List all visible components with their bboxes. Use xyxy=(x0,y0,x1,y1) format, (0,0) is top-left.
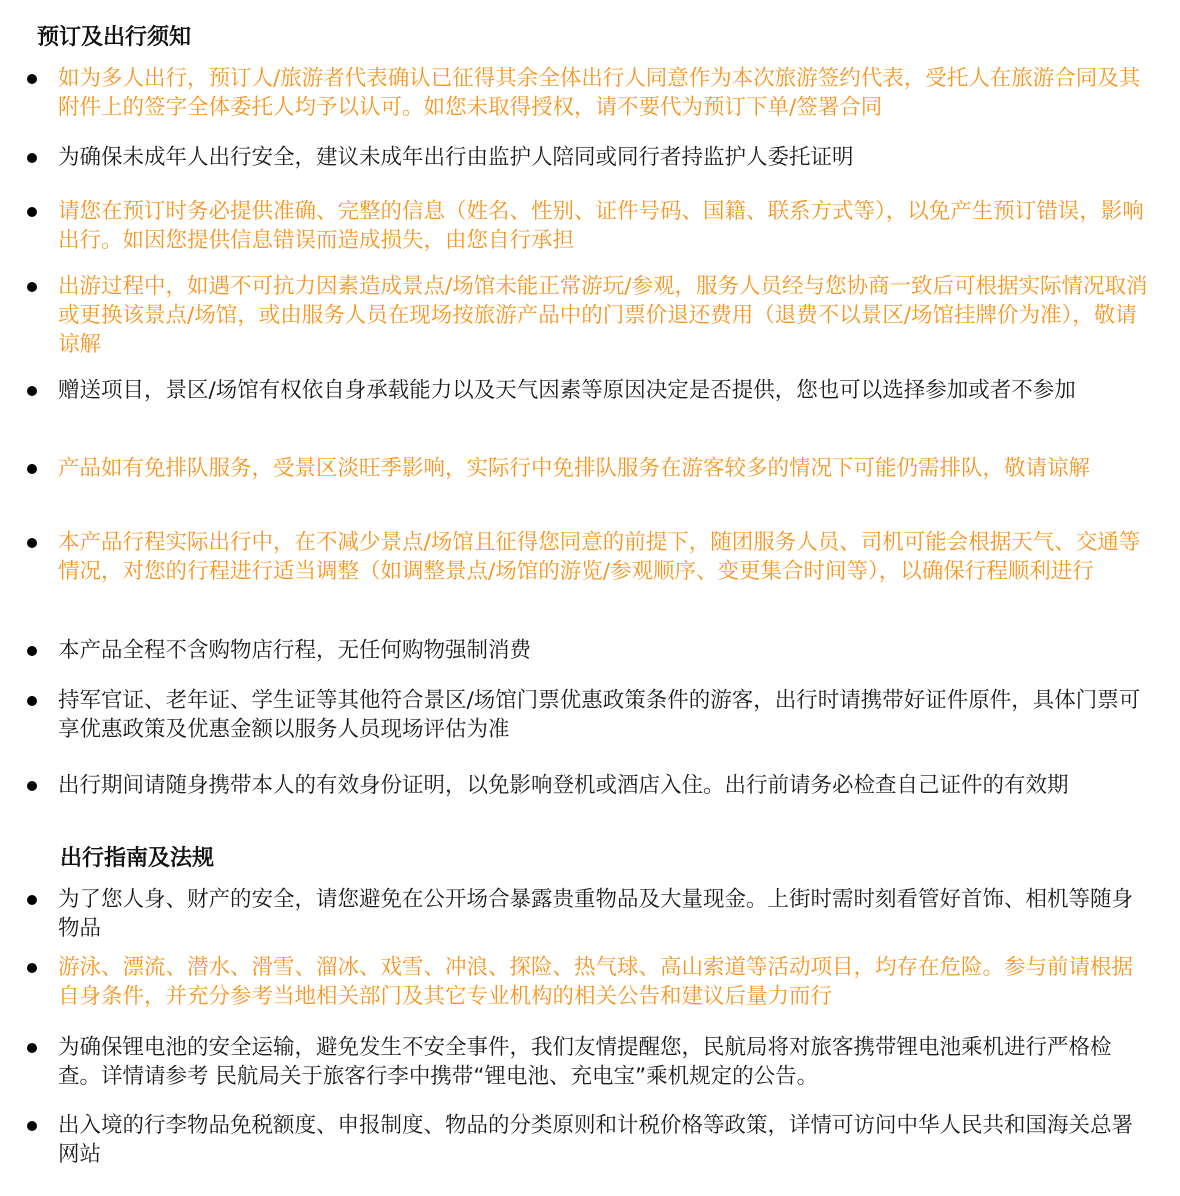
bullet-icon xyxy=(27,1121,37,1131)
list-item xyxy=(58,953,1148,1011)
bullet-icon xyxy=(27,74,37,84)
list-item xyxy=(58,1033,1148,1091)
list-item xyxy=(58,528,1148,586)
list-item xyxy=(58,64,1148,122)
bullet-icon xyxy=(27,963,37,973)
list-item-text: 本产品行程实际出行中，在不减少景点/场馆且征得您同意的前提下，随团服务人员、司机可能会根据天气、交通等情况，对您的行程进行适当调整（如调整景点/场馆的游览/参观顺序、变更集合时间等），以确保行程顺利进行 xyxy=(58,530,1141,584)
list-item-text: 产品如有免排队服务，受景区淡旺季影响，实际行中免排队服务在游客较多的情况下可能仍需排队，敬请谅解 xyxy=(58,456,1091,481)
bullet-icon xyxy=(27,895,37,905)
list-item-text: 游泳、漂流、潜水、滑雪、溜冰、戏雪、冲浪、探险、热气球、高山索道等活动项目，均存在危险。参与前请根据自身条件，并充分参考当地相关部门及其它专业机构的相关公告和建议后量力而行 xyxy=(58,955,1134,1009)
list-item xyxy=(58,197,1148,255)
list-item xyxy=(58,1111,1148,1169)
bullet-icon xyxy=(27,1043,37,1053)
section-title-booking-notice: 预订及出行须知 xyxy=(37,25,192,50)
list-item xyxy=(58,143,1148,172)
bullet-icon xyxy=(27,282,37,292)
bullet-icon xyxy=(27,781,37,791)
list-item xyxy=(58,636,1148,665)
list-item-text: 出行期间请随身携带本人的有效身份证明，以免影响登机或酒店入住。出行前请务必检查自己证件的有效期 xyxy=(58,773,1069,798)
list-item-text: 出入境的行李物品免税额度、申报制度、物品的分类原则和计税价格等政策，详情可访问中华人民共和国海关总署网站 xyxy=(58,1113,1134,1167)
list-item xyxy=(58,376,1148,405)
bullet-icon xyxy=(27,386,37,396)
list-item-text: 如为多人出行，预订人/旅游者代表确认已征得其余全体出行人同意作为本次旅游签约代表，受托人在旅游合同及其附件上的签字全体委托人均予以认可。如您未取得授权，请不要代为预订下单/签署合同 xyxy=(58,66,1141,120)
list-item-text: 为了您人身、财产的安全，请您避免在公开场合暴露贵重物品及大量现金。上街时需时刻看管好首饰、相机等随身物品 xyxy=(58,887,1134,941)
list-item-text: 本产品全程不含购物店行程，无任何购物强制消费 xyxy=(58,638,532,663)
bullet-icon xyxy=(27,538,37,548)
list-item-text: 为确保未成年人出行安全，建议未成年出行由监护人陪同或同行者持监护人委托证明 xyxy=(58,145,854,170)
list-item-text: 赠送项目，景区/场馆有权依自身承载能力以及天气因素等原因决定是否提供，您也可以选择参加或者不参加 xyxy=(58,378,1076,403)
bullet-icon xyxy=(27,464,37,474)
list-item-text: 为确保锂电池的安全运输，避免发生不安全事件，我们友情提醒您，民航局将对旅客携带锂电池乘机进行严格检查。详情请参考 民航局关于旅客行李中携带“锂电池、充电宝”乘机规定的公告。 xyxy=(58,1035,1112,1089)
bullet-icon xyxy=(27,646,37,656)
list-item xyxy=(58,885,1148,943)
bullet-icon xyxy=(27,696,37,706)
list-item xyxy=(58,686,1148,744)
bullet-icon xyxy=(27,153,37,163)
section-title-travel-guide: 出行指南及法规 xyxy=(60,846,215,871)
list-item-text: 出游过程中，如遇不可抗力因素造成景点/场馆未能正常游玩/参观，服务人员经与您协商一致后可根据实际情况取消或更换该景点/场馆，或由服务人员在现场按旅游产品中的门票价退还费用（退费不以景区/场馆挂牌价为准），敬请谅解 xyxy=(58,274,1148,357)
bullet-icon xyxy=(27,207,37,217)
list-item xyxy=(58,272,1148,359)
list-item xyxy=(58,454,1148,483)
list-item-text: 请您在预订时务必提供准确、完整的信息（姓名、性别、证件号码、国籍、联系方式等），以免产生预订错误，影响出行。如因您提供信息错误而造成损失，由您自行承担 xyxy=(58,199,1144,253)
list-item xyxy=(58,771,1148,800)
list-item-text: 持军官证、老年证、学生证等其他符合景区/场馆门票优惠政策条件的游客，出行时请携带好证件原件，具体门票可享优惠政策及优惠金额以服务人员现场评估为准 xyxy=(58,688,1141,742)
